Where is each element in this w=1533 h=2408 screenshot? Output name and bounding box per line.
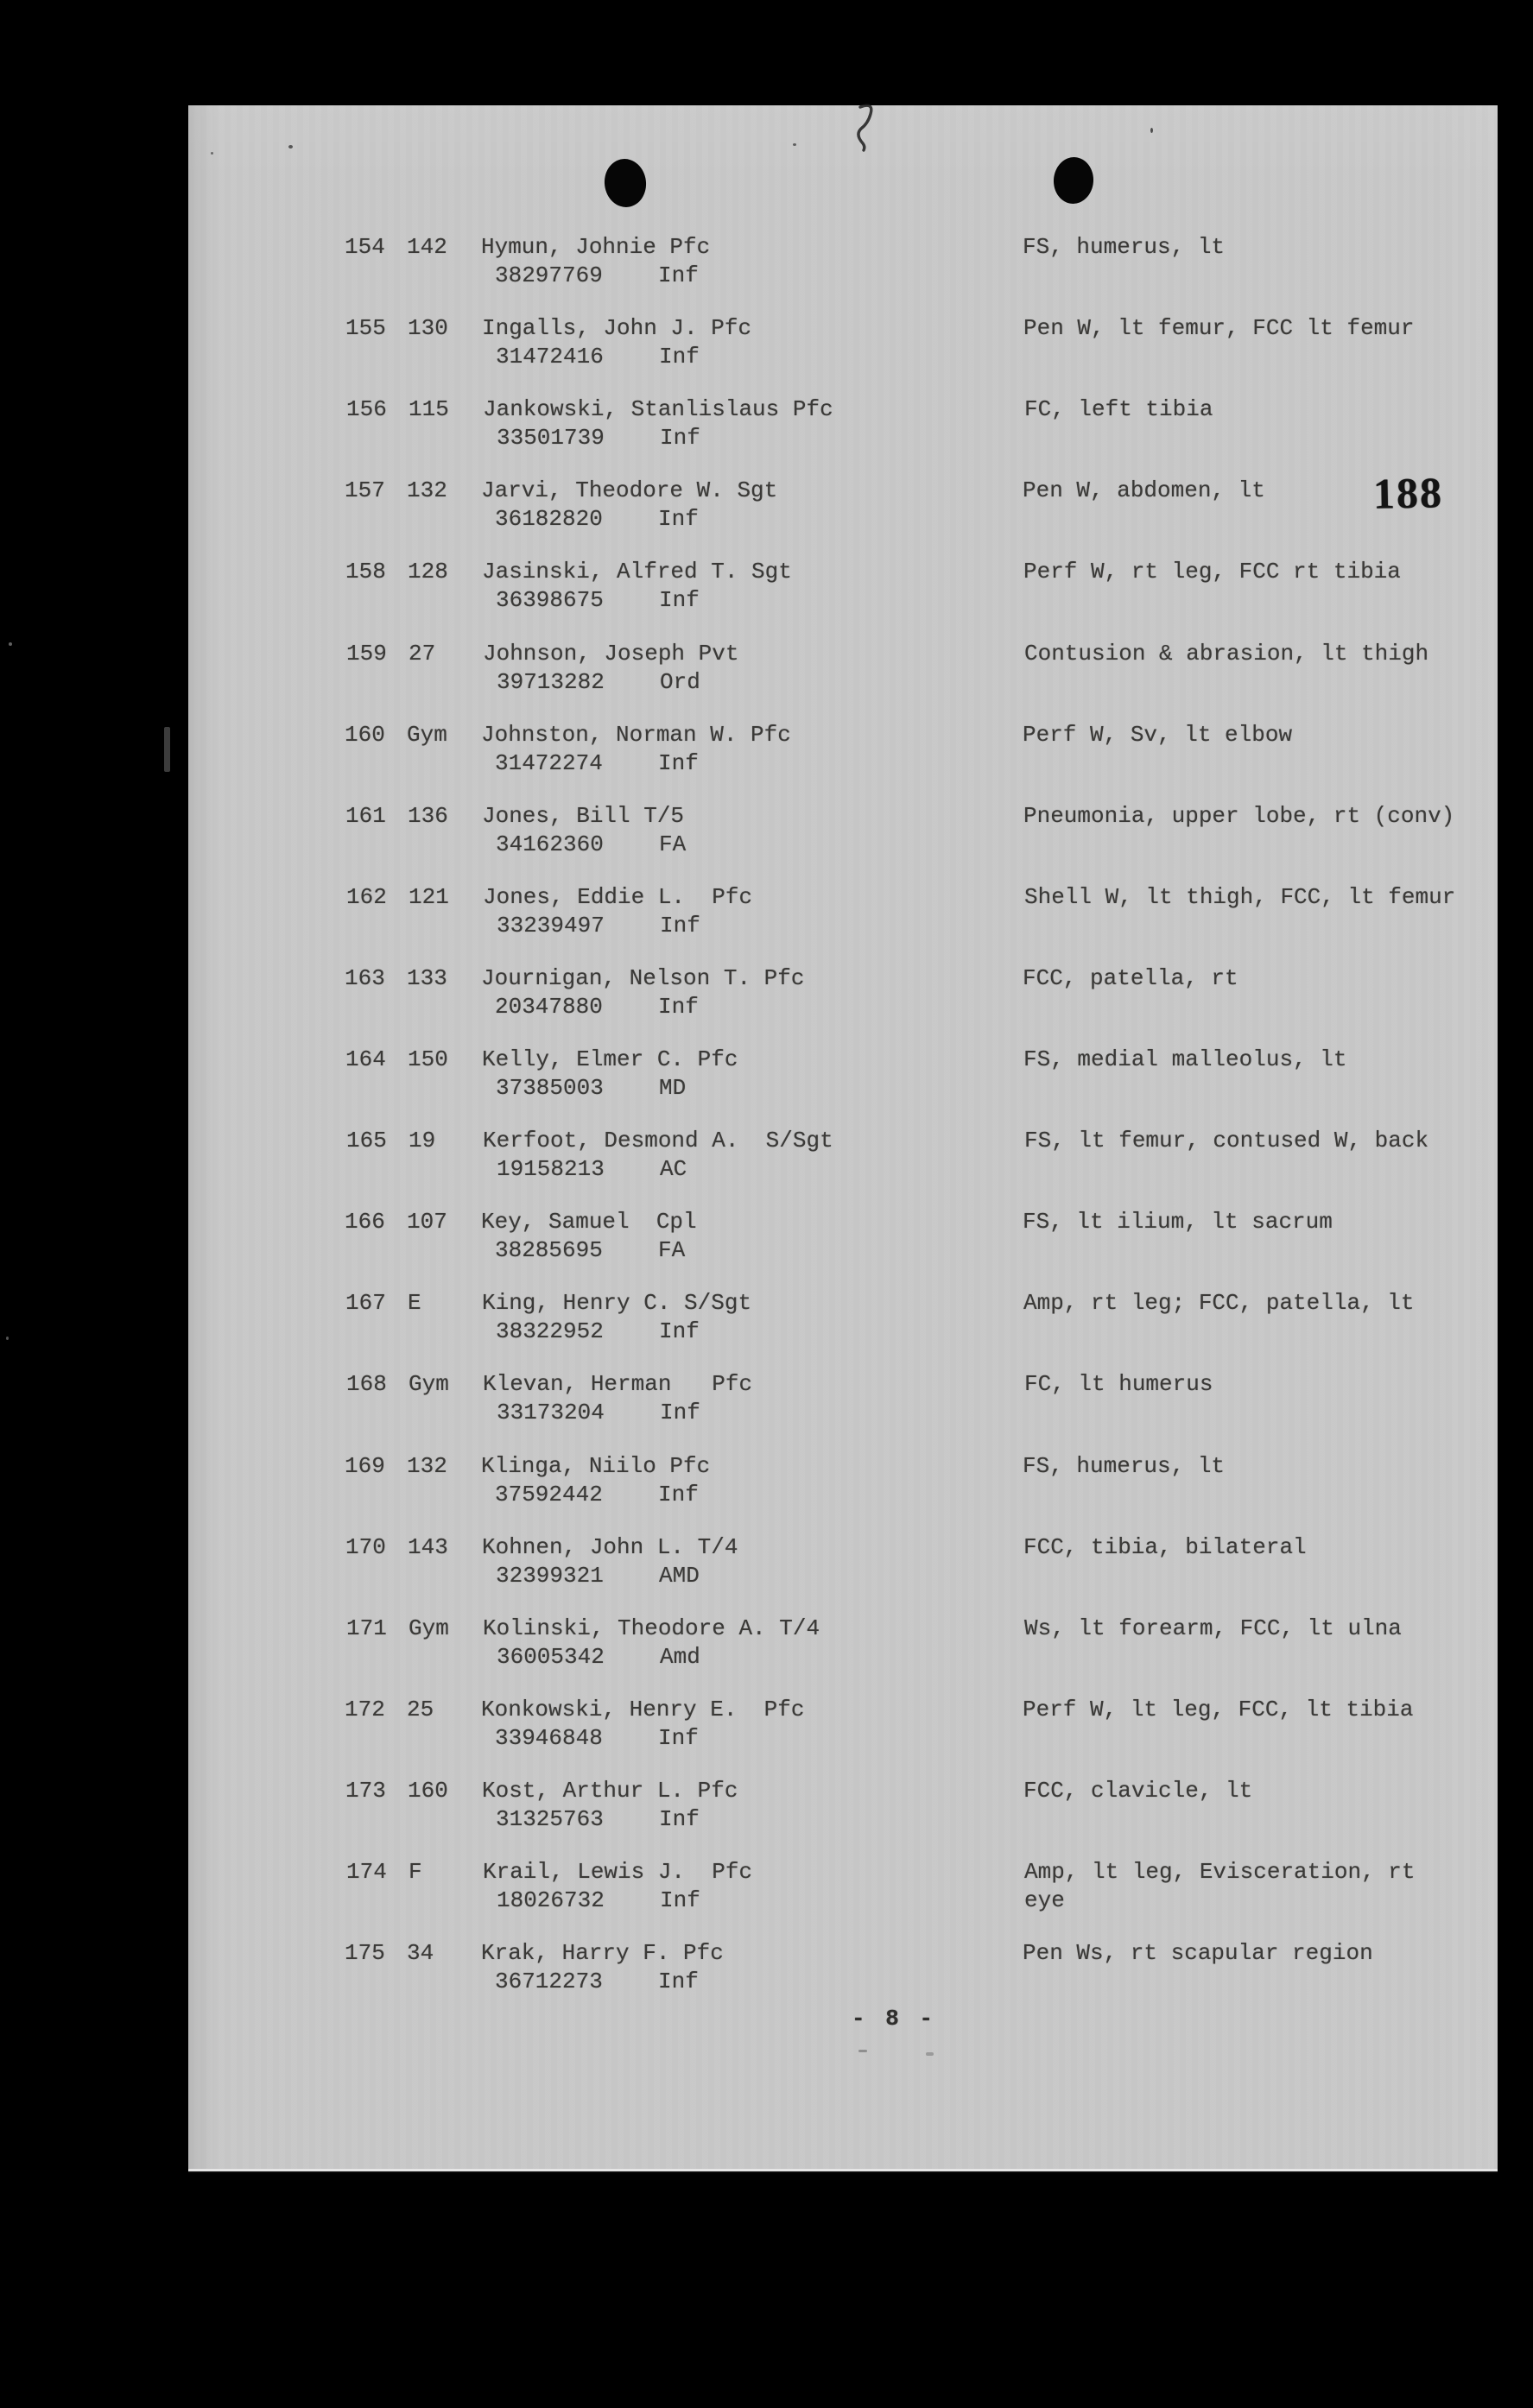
- entry-number: 166: [345, 1209, 385, 1235]
- branch-abbr: Inf: [659, 1806, 700, 1832]
- service-number: 19158213: [497, 1156, 605, 1182]
- diagnosis-text: Pen W, abdomen, lt: [1023, 477, 1265, 503]
- ward-number: 132: [407, 477, 447, 503]
- entry-number: 158: [345, 559, 386, 585]
- service-number: 37592442: [495, 1482, 603, 1507]
- entry-number: 163: [345, 965, 385, 991]
- table-row: [189, 883, 1498, 964]
- table-row: [189, 1127, 1498, 1208]
- ward-number: 150: [408, 1046, 448, 1072]
- soldier-name-rank: Jarvi, Theodore W. Sgt: [481, 477, 778, 503]
- branch-abbr: Inf: [659, 1318, 700, 1344]
- diagnosis-text: Perf W, rt leg, FCC rt tibia: [1023, 559, 1401, 585]
- ward-number: 121: [409, 884, 449, 910]
- diagnosis-text: Perf W, lt leg, FCC, lt tibia: [1023, 1697, 1414, 1722]
- branch-abbr: Inf: [660, 913, 700, 939]
- table-row: [189, 1615, 1498, 1696]
- branch-abbr: MD: [659, 1075, 687, 1101]
- entry-number: 155: [345, 315, 386, 341]
- page-stamp: 188: [1372, 468, 1444, 518]
- soldier-name-rank: Kelly, Elmer C. Pfc: [482, 1046, 738, 1072]
- entry-number: 161: [345, 803, 386, 829]
- branch-abbr: Inf: [658, 1482, 699, 1507]
- diagnosis-text: Shell W, lt thigh, FCC, lt femur: [1024, 884, 1456, 910]
- service-number: 20347880: [495, 994, 603, 1020]
- service-number: 31472274: [495, 750, 603, 776]
- service-number: 33239497: [497, 913, 605, 939]
- branch-abbr: Inf: [658, 750, 699, 776]
- ward-number: 25: [407, 1697, 434, 1722]
- diagnosis-text: Amp, lt leg, Evisceration, rt eye: [1024, 1859, 1429, 1913]
- soldier-name-rank: Hymun, Johnie Pfc: [481, 234, 711, 260]
- entry-number: 162: [346, 884, 387, 910]
- soldier-name-rank: Klinga, Niilo Pfc: [481, 1453, 711, 1479]
- paper-sheet: [188, 105, 1498, 2169]
- service-number: 36712273: [495, 1969, 603, 1994]
- branch-abbr: Inf: [659, 587, 700, 613]
- ward-number: 143: [408, 1534, 448, 1560]
- noise-speck: [1150, 128, 1153, 133]
- soldier-name-rank: Jones, Bill T/5: [482, 803, 685, 829]
- entry-number: 168: [346, 1371, 387, 1397]
- entry-number: 173: [345, 1778, 386, 1804]
- service-number: 38297769: [495, 262, 603, 288]
- entry-number: 165: [346, 1128, 387, 1153]
- service-number: 18026732: [497, 1887, 605, 1913]
- diagnosis-text: FCC, patella, rt: [1023, 965, 1238, 991]
- diagnosis-text: Amp, rt leg; FCC, patella, lt: [1023, 1290, 1415, 1316]
- service-number: 31472416: [496, 344, 604, 370]
- table-row: [188, 1777, 1498, 1858]
- noise-speck: [9, 642, 12, 646]
- soldier-name-rank: King, Henry C. S/Sgt: [482, 1290, 752, 1316]
- entry-number: 169: [345, 1453, 385, 1479]
- soldier-name-rank: Kolinski, Theodore A. T/4: [483, 1615, 820, 1641]
- diagnosis-text: FS, humerus, lt: [1023, 1453, 1226, 1479]
- diagnosis-text: Contusion & abrasion, lt thigh: [1024, 641, 1429, 667]
- ward-number: 130: [408, 315, 448, 341]
- entry-number: 171: [346, 1615, 387, 1641]
- ward-number: 34: [407, 1940, 434, 1966]
- entry-number: 159: [346, 641, 387, 667]
- diagnosis-text: Pen Ws, rt scapular region: [1023, 1940, 1373, 1966]
- table-row: [187, 233, 1497, 314]
- table-row: [187, 477, 1497, 558]
- noise-speck: [858, 2050, 867, 2052]
- entry-number: 172: [345, 1697, 385, 1722]
- service-number: 39713282: [497, 669, 605, 695]
- branch-abbr: Inf: [658, 506, 699, 532]
- branch-abbr: AMD: [659, 1563, 700, 1589]
- table-row: [187, 1452, 1497, 1533]
- soldier-name-rank: Kerfoot, Desmond A. S/Sgt: [483, 1128, 833, 1153]
- entry-number: 174: [346, 1859, 387, 1885]
- pen-squiggle-mark: [843, 102, 890, 157]
- ward-number: 136: [408, 803, 448, 829]
- noise-speck: [6, 1337, 9, 1340]
- branch-abbr: Inf: [658, 994, 699, 1020]
- service-number: 38322952: [496, 1318, 604, 1344]
- diagnosis-text: FS, lt ilium, lt sacrum: [1023, 1209, 1333, 1235]
- ward-number: Gym: [407, 722, 447, 748]
- page-number-footer: - 8 -: [851, 2006, 936, 2032]
- service-number: 36398675: [496, 587, 604, 613]
- branch-abbr: AC: [660, 1156, 687, 1182]
- soldier-name-rank: Jones, Eddie L. Pfc: [483, 884, 753, 910]
- branch-abbr: FA: [659, 831, 687, 857]
- branch-abbr: Inf: [658, 1725, 699, 1751]
- service-number: 33501739: [497, 425, 605, 451]
- branch-abbr: Inf: [660, 1887, 700, 1913]
- table-row: [187, 721, 1497, 802]
- service-number: 32399321: [496, 1563, 604, 1589]
- diagnosis-text: FS, lt femur, contused W, back: [1024, 1128, 1429, 1153]
- soldier-name-rank: Kost, Arthur L. Pfc: [482, 1778, 738, 1804]
- table-row: [189, 640, 1498, 721]
- soldier-name-rank: Konkowski, Henry E. Pfc: [481, 1697, 805, 1722]
- service-number: 38285695: [495, 1237, 603, 1263]
- diagnosis-text: FC, lt humerus: [1024, 1371, 1213, 1397]
- soldier-name-rank: Jankowski, Stanlislaus Pfc: [483, 396, 833, 422]
- service-number: 37385003: [496, 1075, 604, 1101]
- diagnosis-text: Ws, lt forearm, FCC, lt ulna: [1024, 1615, 1402, 1641]
- ward-number: Gym: [409, 1615, 449, 1641]
- service-number: 31325763: [496, 1806, 604, 1832]
- diagnosis-text: FC, left tibia: [1024, 396, 1213, 422]
- service-number: 36005342: [497, 1644, 605, 1670]
- ward-number: Gym: [409, 1371, 449, 1397]
- table-row: [187, 1696, 1497, 1777]
- table-row: [188, 558, 1498, 639]
- table-row: [188, 802, 1498, 883]
- table-row: [188, 1533, 1498, 1615]
- service-number: 33946848: [495, 1725, 603, 1751]
- soldier-name-rank: Johnson, Joseph Pvt: [483, 641, 739, 667]
- entry-number: 156: [346, 396, 387, 422]
- entry-number: 167: [345, 1290, 386, 1316]
- table-row: [188, 1289, 1498, 1370]
- soldier-name-rank: Journigan, Nelson T. Pfc: [481, 965, 805, 991]
- branch-abbr: Inf: [660, 1400, 700, 1425]
- ward-number: 160: [408, 1778, 448, 1804]
- entry-number: 157: [345, 477, 385, 503]
- entry-number: 170: [345, 1534, 386, 1560]
- ward-number: 132: [407, 1453, 447, 1479]
- soldier-name-rank: Jasinski, Alfred T. Sgt: [482, 559, 792, 585]
- service-number: 34162360: [496, 831, 604, 857]
- diagnosis-text: FCC, clavicle, lt: [1023, 1778, 1253, 1804]
- branch-abbr: Inf: [658, 262, 699, 288]
- soldier-name-rank: Kohnen, John L. T/4: [482, 1534, 738, 1560]
- diagnosis-text: FCC, tibia, bilateral: [1023, 1534, 1307, 1560]
- diagnosis-text: Perf W, Sv, lt elbow: [1023, 722, 1293, 748]
- ward-number: 142: [407, 234, 447, 260]
- soldier-name-rank: Ingalls, John J. Pfc: [482, 315, 752, 341]
- soldier-name-rank: Johnston, Norman W. Pfc: [481, 722, 791, 748]
- scan-edge-smudge: [164, 727, 170, 772]
- ward-number: 115: [409, 396, 449, 422]
- entry-number: 164: [345, 1046, 386, 1072]
- ward-number: 133: [407, 965, 447, 991]
- branch-abbr: Amd: [660, 1644, 700, 1670]
- soldier-name-rank: Krak, Harry F. Pfc: [481, 1940, 724, 1966]
- ward-number: F: [409, 1859, 422, 1885]
- hole-punch-left: [602, 156, 649, 209]
- entry-number: 154: [345, 234, 385, 260]
- table-row: [189, 395, 1498, 477]
- noise-speck: [926, 2052, 934, 2056]
- noise-speck: [793, 143, 796, 146]
- ward-number: 19: [409, 1128, 436, 1153]
- branch-abbr: Inf: [660, 425, 700, 451]
- diagnosis-text: FS, humerus, lt: [1023, 234, 1226, 260]
- branch-abbr: FA: [658, 1237, 686, 1263]
- branch-abbr: Inf: [658, 1969, 699, 1994]
- entry-number: 160: [345, 722, 385, 748]
- noise-speck: [288, 145, 293, 149]
- service-number: 33173204: [497, 1400, 605, 1425]
- soldier-name-rank: Key, Samuel Cpl: [481, 1209, 697, 1235]
- diagnosis-text: Pen W, lt femur, FCC lt femur: [1023, 315, 1415, 341]
- table-row: [187, 1208, 1497, 1289]
- hole-punch-right: [1052, 155, 1095, 205]
- diagnosis-text: FS, medial malleolus, lt: [1023, 1046, 1347, 1072]
- soldier-name-rank: Klevan, Herman Pfc: [483, 1371, 753, 1397]
- branch-abbr: Inf: [659, 344, 700, 370]
- table-row: [188, 1046, 1498, 1127]
- table-row: [188, 314, 1498, 395]
- entry-number: 175: [345, 1940, 385, 1966]
- ward-number: 27: [409, 641, 436, 667]
- table-row: [187, 964, 1497, 1046]
- diagnosis-text: Pneumonia, upper lobe, rt (conv): [1023, 803, 1455, 829]
- service-number: 36182820: [495, 506, 603, 532]
- ward-number: 128: [408, 559, 448, 585]
- table-row: [189, 1858, 1498, 1939]
- ward-number: E: [408, 1290, 421, 1316]
- soldier-name-rank: Krail, Lewis J. Pfc: [483, 1859, 753, 1885]
- branch-abbr: Ord: [660, 669, 700, 695]
- noise-speck: [211, 152, 213, 155]
- table-row: [189, 1370, 1498, 1451]
- ward-number: 107: [407, 1209, 447, 1235]
